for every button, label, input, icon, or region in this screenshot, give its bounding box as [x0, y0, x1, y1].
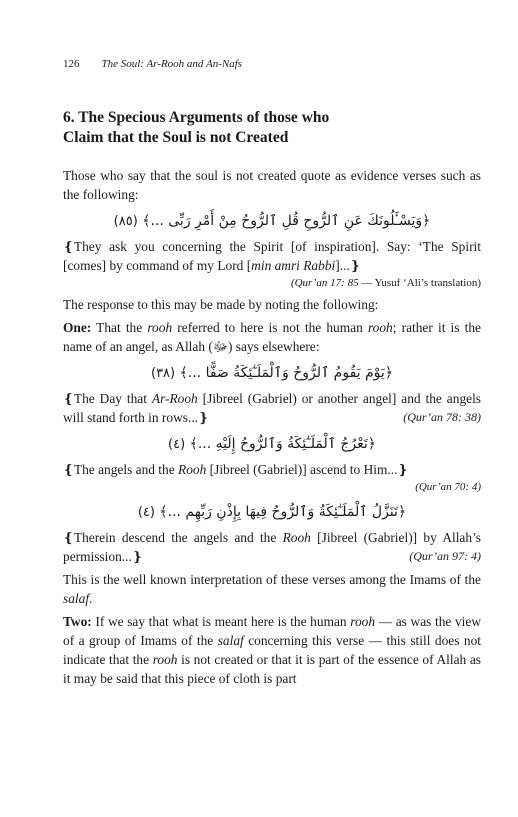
verse-translation-1: ❴They ask you concerning the Spirit [of inspiration]. Say: ‘The Spirit [comes] by command of my Lord [min amri Rabbi]...❵ — [63, 239, 481, 273]
arabic-verse-text: ﴿يَوْمَ يَقُومُ ٱلرُّوحُ وَٱلْمَلَـٰٓئِكَةُ صَفًّا ...﴾ — [179, 365, 393, 381]
arabic-verse-4 — [63, 501, 481, 525]
verse-translation-3: ❴The angels and the Rooh [Jibreel (Gabriel)] ascend to Him...❵ — [63, 462, 409, 477]
response-paragraph: The response to this may be made by noting the following: — [63, 297, 379, 312]
section-heading — [63, 108, 481, 148]
ayah-number-mark: (٤) — [137, 505, 155, 520]
verse-translation-4: ❴Therein descend the angels and the Rooh [Jibreel (Gabriel)] by Allah’s permission...❵ (Qur’an 97: 4) — [63, 530, 481, 564]
ayah-number-mark: (٨٥) — [113, 214, 138, 229]
heading-line-1: 6. The Specious Arguments of those who — [63, 109, 330, 126]
point-one-paragraph: One: That the rooh referred to here is not the human rooh; rather it is the name of an angel, as Allah (ﷻ) says elsewhere: — [63, 320, 481, 354]
arabic-verse-text: ﴿تَعْرُجُ ٱلْمَلَـٰٓئِكَةُ وَٱلرُّوحُ إِلَيْهِ ...﴾ — [189, 436, 376, 452]
running-head-title: The Soul: Ar-Rooh and An-Nafs — [101, 58, 243, 70]
verse-reference-2: (Qur’an 78: 38) — [403, 410, 481, 424]
arabic-verse-text: ﴿وَيَسْـَٔلُونَكَ عَنِ ٱلرُّوحِ قُلِ ٱلرُّوحُ مِنْ أَمْرِ رَبِّى ...﴾ — [142, 213, 431, 229]
page-number: 126 — [63, 58, 80, 70]
verse-reference-1: (Qur’an 17: 85 — Yusuf ‘Ali’s translation) — [290, 277, 481, 289]
arabic-verse-text: ﴿تَنَزَّلُ ٱلْمَلَـٰٓئِكَةُ وَٱلرُّوحُ فِيهَا بِإِذْنِ رَبِّهِم ...﴾ — [159, 504, 407, 520]
verse-reference-4: (Qur’an 97: 4) — [409, 549, 481, 563]
arabic-verse-2 — [63, 362, 481, 386]
heading-line-2: Claim that the Soul is not Created — [63, 129, 289, 146]
arabic-verse-3 — [63, 433, 481, 457]
book-page — [63, 58, 481, 688]
point-two-paragraph: Two: If we say that what is meant here is the human rooh — as was the view of a group of Imams of the salaf concerning this verse — this still does not indicate that the rooh is not created or that it is part of the essence of Allah as it may be said that this piece of cloth is part — [63, 614, 481, 686]
intro-paragraph: Those who say that the soul is not created quote as evidence verses such as the following: — [63, 168, 481, 202]
ayah-number-mark: (٣٨) — [150, 366, 176, 381]
verse-translation-2: ❴The Day that Ar-Rooh [Jibreel (Gabriel) or another angel] and the angels will stand forth in rows...❵ (Qur’an 78: 38) — [63, 391, 482, 425]
verse-reference-3: (Qur’an 70: 4) — [415, 481, 481, 493]
interpretation-paragraph: This is the well known interpretation of these verses among the Imams of the salaf. — [63, 572, 481, 606]
ayah-number-mark: (٤) — [168, 437, 186, 452]
running-head — [63, 58, 481, 74]
arabic-verse-1 — [63, 210, 481, 234]
